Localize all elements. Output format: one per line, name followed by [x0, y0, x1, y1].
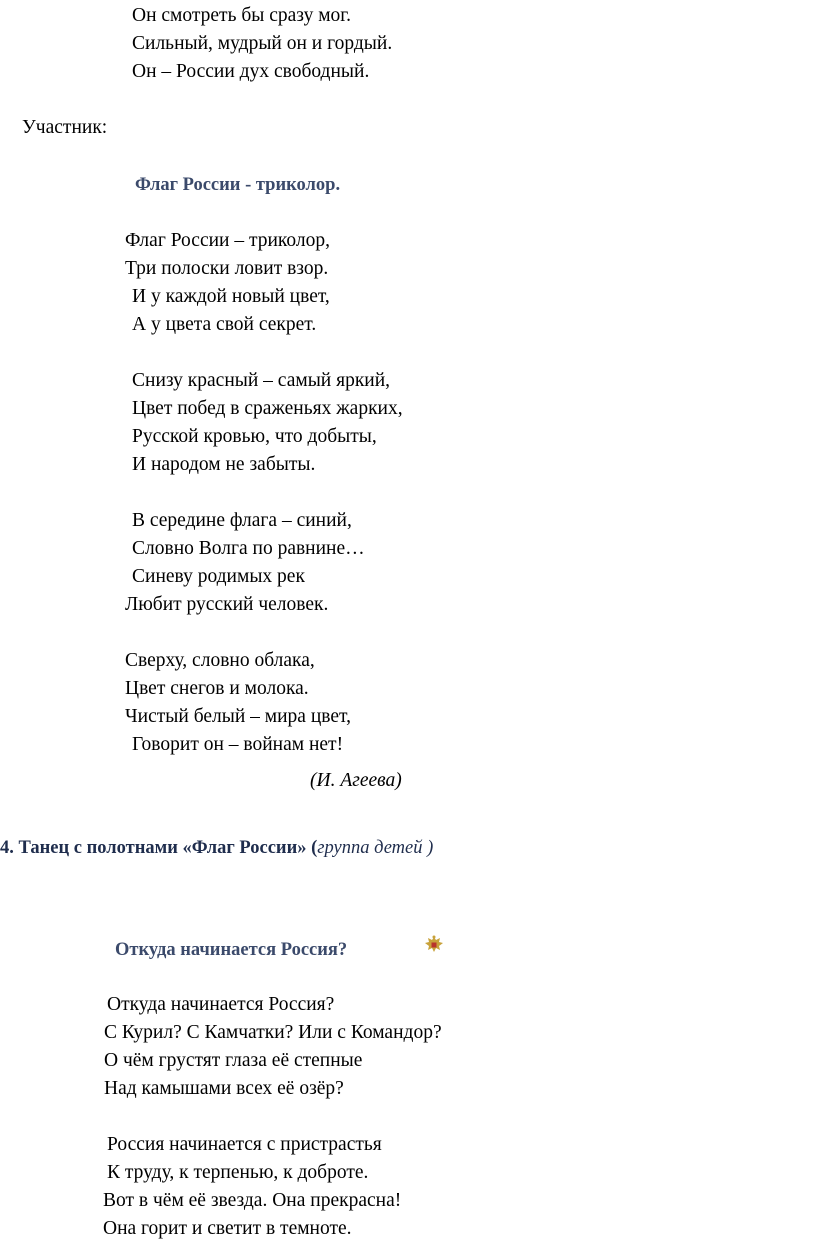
- speaker-label: Участник:: [22, 117, 108, 138]
- poem-line: Цвет снегов и молока.: [125, 678, 309, 699]
- poem-line: Снизу красный – самый яркий,: [132, 370, 391, 391]
- poem-line: Он – России дух свободный.: [132, 61, 370, 82]
- poem-line: В середине флага – синий,: [132, 510, 352, 531]
- poem-line: И у каждой новый цвет,: [132, 286, 330, 307]
- poem-line: Три полоски ловит взор.: [125, 258, 329, 279]
- poem-line: Любит русский человек.: [125, 594, 329, 615]
- poem-line: И народом не забыты.: [132, 454, 316, 475]
- poem-line: К труду, к терпенью, к доброте.: [107, 1162, 369, 1183]
- poem-line: Вот в чём её звезда. Она прекрасна!: [103, 1190, 402, 1211]
- section-note: группа детей ): [317, 838, 434, 858]
- poem-line: Россия начинается с пристрастья: [107, 1134, 382, 1155]
- poem-line: Откуда начинается Россия?: [107, 994, 335, 1015]
- poem-line: Она горит и светит в темноте.: [103, 1218, 352, 1239]
- section-title: 4. Танец с полотнами «Флаг России» (: [0, 838, 318, 858]
- poem-line: Над камышами всех её озёр?: [104, 1078, 344, 1099]
- coat-of-arms-icon: [423, 934, 445, 956]
- poem-line: Флаг России – триколор,: [125, 230, 330, 251]
- poem-line: Синеву родимых рек: [132, 566, 305, 587]
- poem-line: Говорит он – войнам нет!: [132, 734, 344, 755]
- poem-line: Цвет побед в сраженьях жарких,: [132, 398, 403, 419]
- russia-poem-title: Откуда начинается Россия?: [115, 940, 348, 960]
- poem-line: Чистый белый – мира цвет,: [125, 706, 351, 727]
- flag-poem-title: Флаг России - триколор.: [135, 175, 341, 195]
- poem-line: С Курил? С Камчатки? Или с Командор?: [104, 1022, 442, 1043]
- section-heading: [0, 836, 433, 860]
- poem-line: Русской кровью, что добыты,: [132, 426, 377, 447]
- poem-line: Сверху, словно облака,: [125, 650, 315, 671]
- poem-line: Он смотреть бы сразу мог.: [132, 5, 351, 26]
- poem-line: А у цвета свой секрет.: [132, 314, 317, 335]
- poem-line: Словно Волга по равнине…: [132, 538, 365, 559]
- poem-line: Сильный, мудрый он и гордый.: [132, 33, 393, 54]
- poem-line: О чём грустят глаза её степные: [104, 1050, 363, 1071]
- poem-author: (И. Агеева): [310, 770, 402, 791]
